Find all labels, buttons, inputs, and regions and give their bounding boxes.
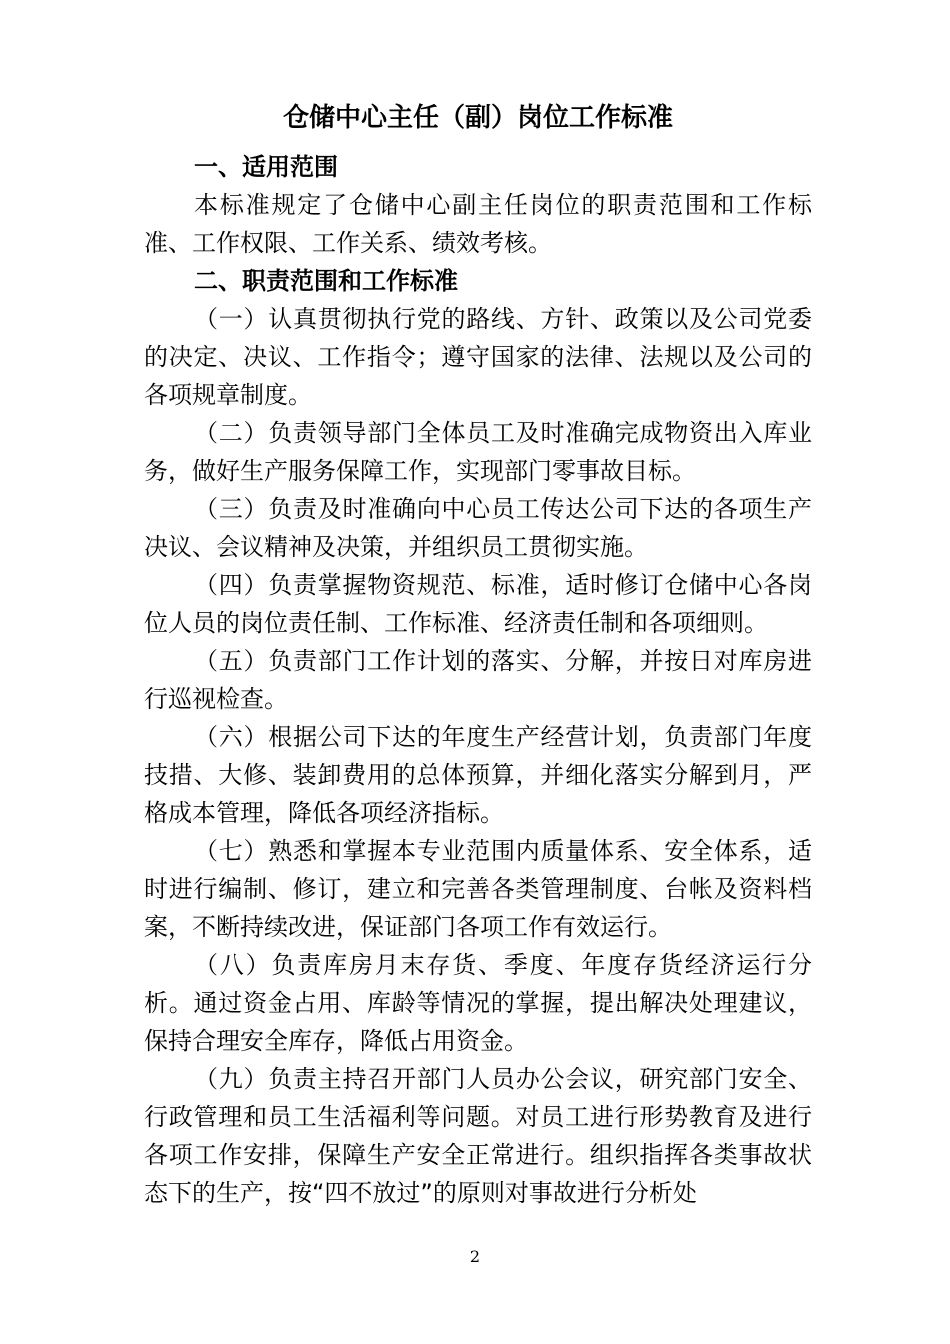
paragraph: （八）负责库房月末存货、季度、年度存货经济运行分析。通过资金占用、库龄等情况的掌握，提出解决处理建议，保持合理安全库存，降低占用资金。 [144,951,812,1055]
section-heading: 一、适用范围 [194,153,338,181]
section-duties [144,262,812,1212]
paragraph: （三）负责及时准确向中心员工传达公司下达的各项生产决议、会议精神及决策，并组织员工贯彻实施。 [144,495,812,561]
paragraph: （七）熟悉和掌握本专业范围内质量体系、安全体系，适时进行编制、修订，建立和完善各类管理制度、台帐及资料档案，不断持续改进，保证部门各项工作有效运行。 [144,837,812,941]
section-heading: 二、职责范围和工作标准 [194,267,458,295]
page-title: 仓储中心主任（副）岗位工作标准 [282,103,673,133]
paragraph: （一）认真贯彻执行党的路线、方针、政策以及公司党委的决定、决议、工作指令；遵守国家的法律、法规以及公司的各项规章制度。 [144,305,812,409]
paragraph: （四）负责掌握物资规范、标准，适时修订仓储中心各岗位人员的岗位责任制、工作标准、经济责任制和各项细则。 [144,571,812,637]
page-number: 2 [469,1247,481,1266]
section-scope [144,148,812,262]
paragraph: （六）根据公司下达的年度生产经营计划，负责部门年度技措、大修、装卸费用的总体预算，并细化落实分解到月，严格成本管理，降低各项经济指标。 [144,723,812,827]
paragraph: （九）负责主持召开部门人员办公会议，研究部门安全、行政管理和员工生活福利等问题。对员工进行形势教育及进行各项工作安排，保障生产安全正常进行。组织指挥各类事故状态下的生产，按“四不放过”的原则对事故进行分析处 [144,1065,812,1207]
paragraph: （五）负责部门工作计划的落实、分解，并按日对库房进行巡视检查。 [144,647,812,713]
paragraph: （二）负责领导部门全体员工及时准确完成物资出入库业务，做好生产服务保障工作，实现部门零事故目标。 [144,419,812,485]
paragraph: 本标准规定了仓储中心副主任岗位的职责范围和工作标准、工作权限、工作关系、绩效考核。 [144,191,812,257]
